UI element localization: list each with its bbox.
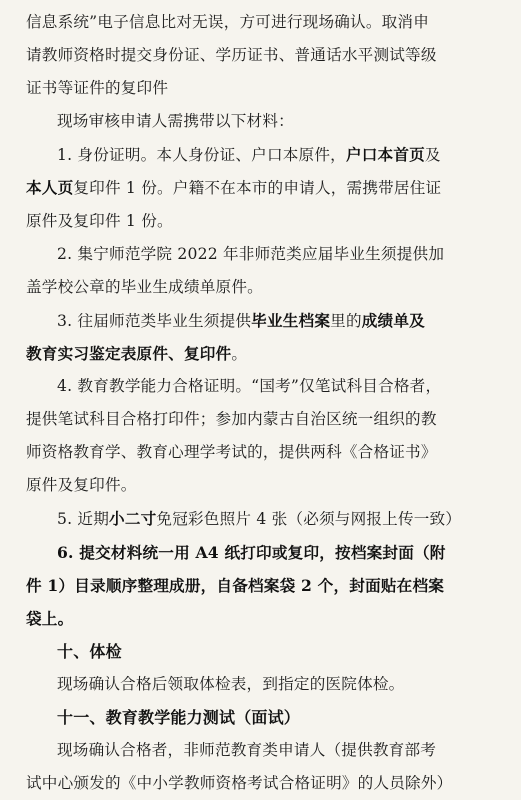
text-segment: 信息系统”电子信息比对无误，方可进行现场确认。取消申 [26,13,430,31]
bold-text-segment: 毕业生档案 [251,310,331,330]
document-body [26,6,503,800]
text-segment: 盖学校公章的毕业生成绩单原件。 [26,277,263,296]
text-line [26,6,503,39]
bold-text-segment: 小二寸 [109,509,157,529]
text-line [26,734,503,767]
text-line [26,205,503,238]
bold-text-segment: 十一、教育教学能力测试（面试） [57,707,301,727]
section-heading [26,635,503,668]
text-segment: 3. 往届师范类毕业生须提供 [57,311,252,330]
text-line [26,403,503,436]
text-segment: 证书等证件的复印件 [26,79,169,98]
section-heading [26,701,503,734]
text-line [26,171,503,204]
text-line [26,436,503,469]
bold-text-segment: 十、体检 [57,641,122,661]
text-segment: 现场审核申请人需携带以下材料： [57,112,294,131]
text-line [26,602,503,635]
text-segment: 1. 身份证明。本人身份证、户口本原件， [57,146,346,165]
text-segment: 原件及复印件 1 份。 [26,211,173,230]
text-line [26,668,503,701]
text-segment: 里的 [330,311,362,330]
text-line [26,271,503,304]
text-line [26,370,503,403]
text-line [26,337,503,370]
text-segment: 5. 近期 [57,510,110,529]
text-segment: 及 [424,146,441,165]
text-line [26,138,503,171]
bold-text-segment: 户口本首页 [345,145,425,165]
text-line [26,469,503,502]
text-segment: 2. 集宁师范学院 2022 年非师范类应届毕业生须提供加 [57,244,445,263]
text-segment: 师资格教育学、教育心理学考试的，提供两科《合格证书》 [26,443,437,462]
bold-text-segment: 袋上。 [26,608,74,628]
text-line [26,238,503,271]
bold-text-segment: 本人页 [26,178,74,198]
bold-text-segment: 件 1）目录顺序整理成册，自备档案袋 2 个，封面贴在档案 [26,575,445,595]
text-line [26,304,503,337]
text-line [26,569,503,602]
text-line [26,105,503,138]
text-line [26,536,503,569]
text-segment: 试中心颁发的《中小学教师资格考试合格证明》的人员除外） [26,774,453,793]
text-segment: 现场确认合格后领取体检表，到指定的医院体检。 [57,674,405,693]
bold-text-segment: 6. 提交材料统一用 A4 纸打印或复印，按档案封面（附 [57,542,446,562]
text-segment: 请教师资格时提交身份证、学历证书、普通话水平测试等级 [26,46,437,65]
text-line [26,767,503,800]
text-segment: 现场确认合格者，非师范教育类申请人（提供教育部考 [57,741,437,760]
bold-text-segment: 成绩单及 [361,310,425,330]
text-segment: 4. 教育教学能力合格证明。“国考”仅笔试科目合格者， [57,377,442,396]
text-segment: 。 [231,344,248,363]
text-line [26,502,503,535]
text-segment: 提供笔试科目合格打印件；参加内蒙古自治区统一组织的教 [26,410,437,429]
text-segment: 免冠彩色照片 4 张（必须与网报上传一致） [156,510,462,529]
text-line [26,39,503,72]
text-segment: 复印件 1 份。户籍不在本市的申请人，需携带居住证 [73,179,442,198]
text-line [26,72,503,105]
text-segment: 原件及复印件。 [26,476,137,495]
bold-text-segment: 教育实习鉴定表原件、复印件 [26,343,232,363]
